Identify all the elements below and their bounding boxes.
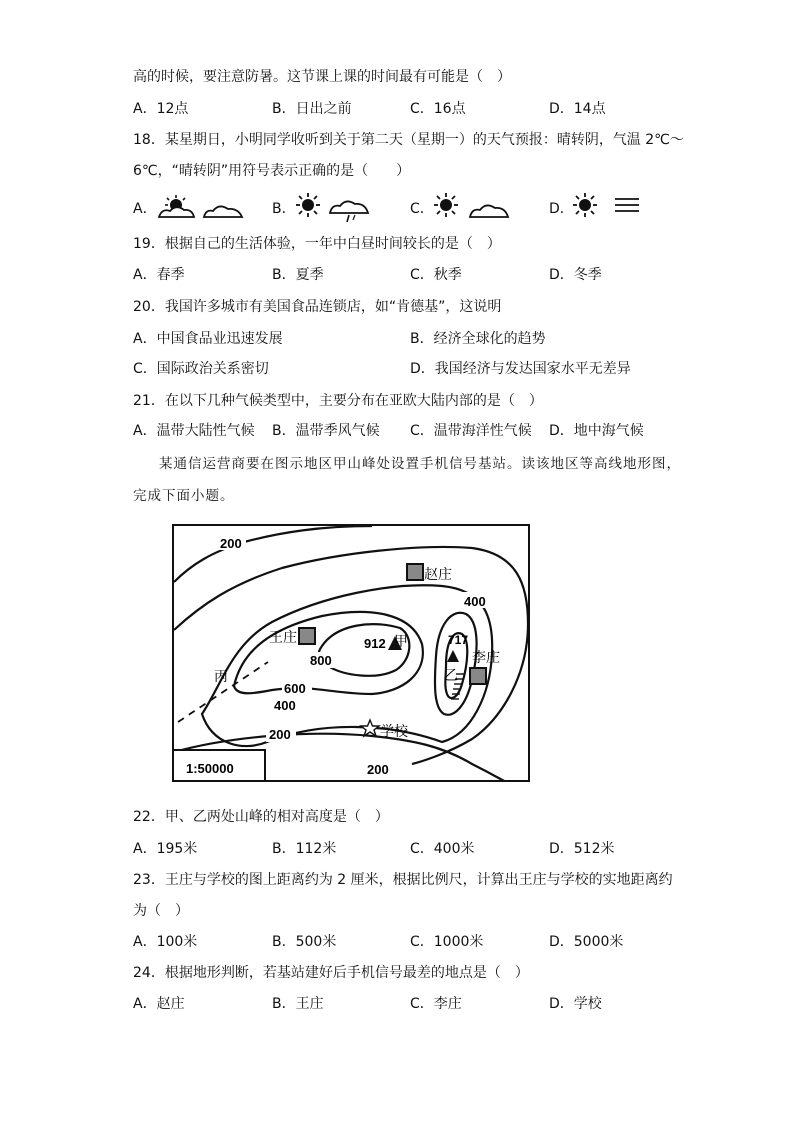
village-square-icon [299, 628, 315, 644]
q18-option-c-symbols [432, 192, 512, 224]
map-scale: 1:50000 [186, 761, 234, 776]
contour-label: 200 [269, 727, 291, 742]
passage-intro-line2: 完成下面小题。 [133, 488, 235, 504]
q18-option-b-symbols [294, 192, 374, 224]
q22-option-d[interactable]: D．512米 [549, 841, 615, 857]
q20-option-a[interactable]: A．中国食品业迅速发展 [133, 331, 283, 347]
peak-yi-label: 乙 [444, 667, 458, 683]
q18-option-c[interactable]: C． [410, 201, 434, 217]
q19-option-d[interactable]: D．冬季 [549, 267, 602, 283]
sun-icon [573, 193, 597, 217]
q23-stem-line2: 为（ ） [133, 903, 189, 919]
passage-intro-line1: 某通信运营商要在图示地区甲山峰处设置手机信号基站。读该地区等高线地形图， [159, 456, 681, 472]
q17-option-a[interactable]: A．12点 [133, 101, 189, 117]
q18-option-d-symbols [571, 192, 651, 224]
q17-stem-tail: 高的时候，要注意防暑。这节课上课的时间最有可能是（ ） [133, 69, 511, 85]
q18-option-b[interactable]: B． [272, 201, 296, 217]
school-label: 学校 [380, 723, 408, 739]
peak-jia-label: 甲 [394, 633, 408, 649]
partly-cloudy-icon [159, 195, 194, 217]
q19-option-b[interactable]: B．夏季 [272, 267, 324, 283]
fog-icon [615, 199, 639, 211]
q23-stem-line1: 23．王庄与学校的图上距离约为 2 厘米，根据比例尺，计算出王庄与学校的实地距离约 [133, 872, 673, 888]
q24-option-c[interactable]: C．李庄 [410, 996, 462, 1012]
q19-option-a[interactable]: A．春季 [133, 267, 185, 283]
q23-option-d[interactable]: D．5000米 [549, 934, 624, 950]
contour-label: 200 [367, 762, 389, 777]
q22-option-a[interactable]: A．195米 [133, 841, 198, 857]
q18-option-d[interactable]: D． [549, 201, 574, 217]
contour-label: 200 [220, 536, 242, 551]
cloud-icon [470, 205, 508, 217]
contour-label: 600 [284, 681, 306, 696]
q20-stem: 20．我国许多城市有美国食品连锁店，如“肯德基”，这说明 [133, 299, 502, 315]
q20-option-b[interactable]: B．经济全球化的趋势 [410, 331, 546, 347]
q21-option-a[interactable]: A．温带大陆性气候 [133, 423, 255, 439]
q23-option-b[interactable]: B．500米 [272, 934, 337, 950]
contour-label: 400 [274, 698, 296, 713]
q24-option-b[interactable]: B．王庄 [272, 996, 324, 1012]
q17-option-c[interactable]: C．16点 [410, 101, 466, 117]
village-square-icon [470, 668, 486, 684]
q21-option-b[interactable]: B．温带季风气候 [272, 423, 380, 439]
point-bing-label: 丙 [214, 668, 228, 684]
q22-stem: 22．甲、乙两处山峰的相对高度是（ ） [133, 809, 389, 825]
q17-option-b[interactable]: B．日出之前 [272, 101, 352, 117]
village-zhaozhuang-label: 赵庄 [424, 566, 452, 582]
q19-option-c[interactable]: C．秋季 [410, 267, 462, 283]
peak-jia-height: 912 [364, 636, 386, 651]
q20-option-c[interactable]: C．国际政治关系密切 [133, 361, 269, 377]
q20-option-d[interactable]: D．我国经济与发达国家水平无差异 [410, 361, 631, 377]
q19-stem: 19．根据自己的生活体验，一年中白昼时间较长的是（ ） [133, 236, 501, 252]
village-wangzhuang-label: 王庄 [269, 629, 297, 645]
village-lizhuang-label: 李庄 [472, 649, 500, 665]
q21-option-c[interactable]: C．温带海洋性气候 [410, 423, 532, 439]
q23-option-c[interactable]: C．1000米 [410, 934, 484, 950]
q17-option-d[interactable]: D．14点 [549, 101, 606, 117]
q23-option-a[interactable]: A．100米 [133, 934, 198, 950]
cloud-icon [204, 206, 242, 217]
q24-option-d[interactable]: D．学校 [549, 996, 602, 1012]
q24-option-a[interactable]: A．赵庄 [133, 996, 185, 1012]
rain-cloud-icon [330, 201, 368, 222]
sun-icon [434, 193, 458, 217]
q21-option-d[interactable]: D．地中海气候 [549, 423, 644, 439]
q22-option-b[interactable]: B．112米 [272, 841, 337, 857]
peak-yi-height: 717 [448, 633, 469, 647]
contour-label: 800 [310, 653, 332, 668]
contour-map [172, 524, 530, 782]
village-square-icon [407, 564, 423, 580]
q18-option-a-symbols [156, 194, 246, 222]
q18-option-a[interactable]: A． [133, 201, 157, 217]
q18-stem-line2: 6℃，“晴转阴”用符号表示正确的是（ ） [133, 163, 411, 179]
q22-option-c[interactable]: C．400米 [410, 841, 475, 857]
q21-stem: 21．在以下几种气候类型中，主要分布在亚欧大陆内部的是（ ） [133, 393, 543, 409]
q24-stem: 24．根据地形判断，若基站建好后手机信号最差的地点是（ ） [133, 965, 529, 981]
q18-stem-line1: 18．某星期日，小明同学收听到关于第二天（星期一）的天气预报：晴转阴，气温 2℃～ [133, 132, 684, 148]
contour-label: 400 [464, 594, 486, 609]
sun-icon [296, 193, 320, 217]
